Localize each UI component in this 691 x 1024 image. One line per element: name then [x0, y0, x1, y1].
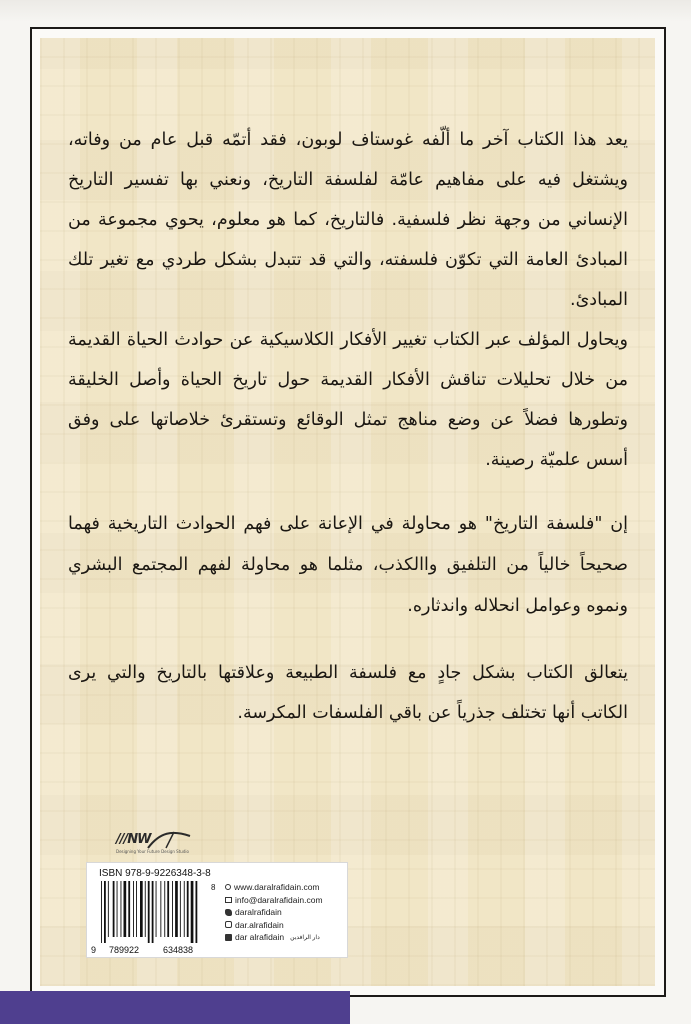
- twitter-icon: [225, 909, 232, 916]
- facebook-icon: [225, 934, 232, 941]
- paragraph-3: إن "فلسفة التاريخ" هو محاولة في الإعانة على فهم الحوادث التاريخية فهما صحيحاً خالياً من التلفيق واالكذب، مثلما هو محاولة لفهم المجتمع البشري ونموه وعوامل انحلاله واندثاره.: [68, 514, 628, 616]
- logo-mark: ///NW: [116, 832, 151, 847]
- logo-tagline: Designing Your Future Design Studio: [116, 849, 189, 854]
- barcode-digits-left: 789922: [109, 945, 140, 955]
- contact-email-text: info@daralrafidain.com: [235, 894, 323, 905]
- contact-email: [225, 894, 347, 907]
- contact-instagram: [225, 919, 347, 932]
- contact-website-text: www.daralrafidain.com: [234, 882, 320, 893]
- contact-instagram-text: dar.alrafidain: [235, 919, 284, 930]
- barcode-digits-right: 634838: [163, 945, 194, 955]
- paragraph-4: يتعالق الكتاب بشكل جادٍ مع فلسفة الطبيعة وعلاقتها بالتاريخ والتي يرى الكاتب أنها تختلف جذرياً عن باقي الفلسفات المكرسة.: [68, 663, 628, 723]
- back-cover-text: [68, 120, 628, 733]
- contact-facebook-text: dar alrafidain: [235, 932, 285, 943]
- designer-logo: [116, 828, 196, 858]
- isbn-number: ISBN 978-9-9226348-3-8: [99, 868, 211, 879]
- contact-twitter-text: daralrafidain: [235, 907, 282, 918]
- logo-swoosh-icon: [146, 828, 192, 850]
- isbn-panel: [86, 862, 348, 958]
- contact-facebook: [225, 931, 347, 944]
- scan-shadow: [0, 0, 691, 22]
- mail-icon: [225, 897, 232, 903]
- publisher-arabic-name: دار الرافدين: [290, 934, 320, 941]
- paragraph-2: ويحاول المؤلف عبر الكتاب تغيير الأفكار الكلاسيكية عن حوادث الحياة القديمة من خلال تحليلات تناقش الأفكار القديمة حول تاريخ الحياة وأصل الخليقة وتطورها فضلاً عن وضع مناهج تمثل الوقائع وتستقرئ خلاصاتها على وفق أسس علميّة رصينة.: [68, 330, 628, 470]
- paragraph-1: يعد هذا الكتاب آخر ما ألّفه غوستاف لوبون، فقد أتمّه قبل عام من وفاته، ويشتغل فيه على مفاهيم عامّة لفلسفة التاريخ، ونعني بها تفسير التاريخ الإنساني من وجهة نظر فلسفية. فالتاريخ، كما هو معلوم، يحوي مجموعة من المبادئ العامة التي تكوّن فلسفته، والتي قد تتبدل بشكل طردي مع تغير تلك المبادئ.: [68, 130, 628, 310]
- contact-twitter: [225, 906, 347, 919]
- publisher-contacts: [225, 881, 347, 944]
- barcode-digit-addon: 8: [211, 883, 216, 892]
- contact-website: [225, 881, 347, 894]
- barcode-digit-lead: 9: [91, 945, 97, 955]
- barcode: [97, 881, 215, 943]
- purple-band: [0, 991, 350, 1024]
- instagram-icon: [225, 921, 232, 928]
- globe-icon: [225, 884, 231, 890]
